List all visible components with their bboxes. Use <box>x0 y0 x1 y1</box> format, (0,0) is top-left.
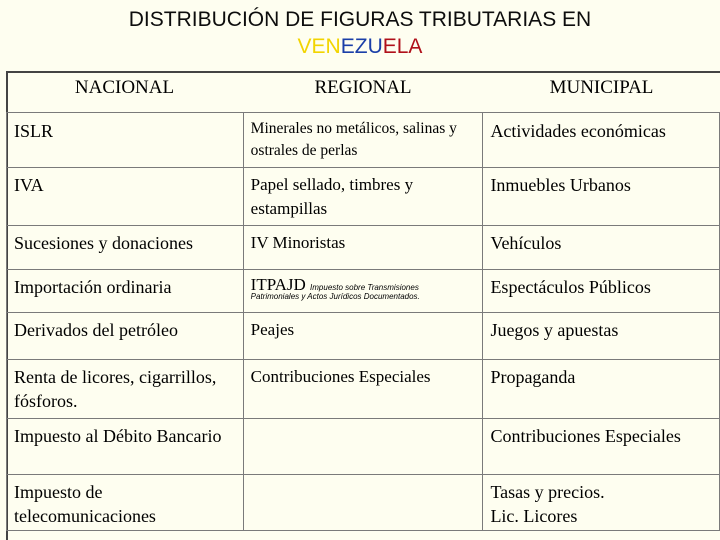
title-line-2 <box>0 33 720 60</box>
cell-nacional: Sucesiones y donaciones <box>7 226 244 270</box>
cell-regional-main: ITPAJD <box>250 275 306 294</box>
table-row <box>7 475 720 531</box>
regional-note-line-1: Impuesto sobre Transmisiones <box>310 283 419 292</box>
cell-municipal-line-2: Lic. Licores <box>490 506 578 526</box>
cell-regional: Papel sellado, timbres y estampillas <box>243 168 483 226</box>
cell-municipal <box>483 475 720 531</box>
regional-note-line-2: Patrimoniales y Actos Jurídicos Documentados. <box>250 292 420 301</box>
header-regional: REGIONAL <box>314 77 412 98</box>
title-country-part-1: VEN <box>297 35 341 58</box>
cell-municipal: Espectáculos Públicos <box>483 270 720 313</box>
cell-municipal: Juegos y apuestas <box>483 313 720 360</box>
title-line-1: DISTRIBUCIÓN DE FIGURAS TRIBUTARIAS EN <box>128 8 592 31</box>
cell-nacional: Derivados del petróleo <box>7 313 244 360</box>
cell-regional <box>243 419 483 475</box>
cell-municipal-line-1: Tasas y precios. <box>490 482 605 502</box>
cell-nacional: Importación ordinaria <box>7 270 244 313</box>
cell-regional: Peajes <box>243 313 483 360</box>
table-row <box>7 313 720 360</box>
cell-municipal: Vehículos <box>483 226 720 270</box>
tax-table <box>6 112 720 531</box>
cell-municipal: Actividades económicas <box>483 113 720 168</box>
table-row <box>7 270 720 313</box>
page-title <box>0 6 720 60</box>
cell-nacional: Impuesto al Débito Bancario <box>7 419 244 475</box>
cell-municipal: Contribuciones Especiales <box>483 419 720 475</box>
table-row <box>7 226 720 270</box>
cell-nacional: IVA <box>7 168 244 226</box>
cell-nacional: Renta de licores, cigarrillos, fósforos. <box>7 360 244 419</box>
title-country-part-2: EZU <box>340 35 383 58</box>
cell-regional: IV Minoristas <box>243 226 483 270</box>
cell-regional: Contribuciones Especiales <box>243 360 483 419</box>
table-row <box>7 113 720 168</box>
title-country-part-3: ELA <box>382 35 423 58</box>
cell-regional <box>243 270 483 313</box>
cell-municipal: Inmuebles Urbanos <box>483 168 720 226</box>
table-row <box>7 168 720 226</box>
cell-regional: Minerales no metálicos, salinas y ostrales de perlas <box>243 113 483 168</box>
cell-nacional: Impuesto de telecomunicaciones <box>7 475 244 531</box>
header-nacional: NACIONAL <box>74 77 175 98</box>
table-row <box>7 419 720 475</box>
cell-nacional: ISLR <box>7 113 244 168</box>
header-municipal: MUNICIPAL <box>549 77 654 98</box>
cell-municipal: Propaganda <box>483 360 720 419</box>
cell-regional <box>243 475 483 531</box>
table-row <box>7 360 720 419</box>
